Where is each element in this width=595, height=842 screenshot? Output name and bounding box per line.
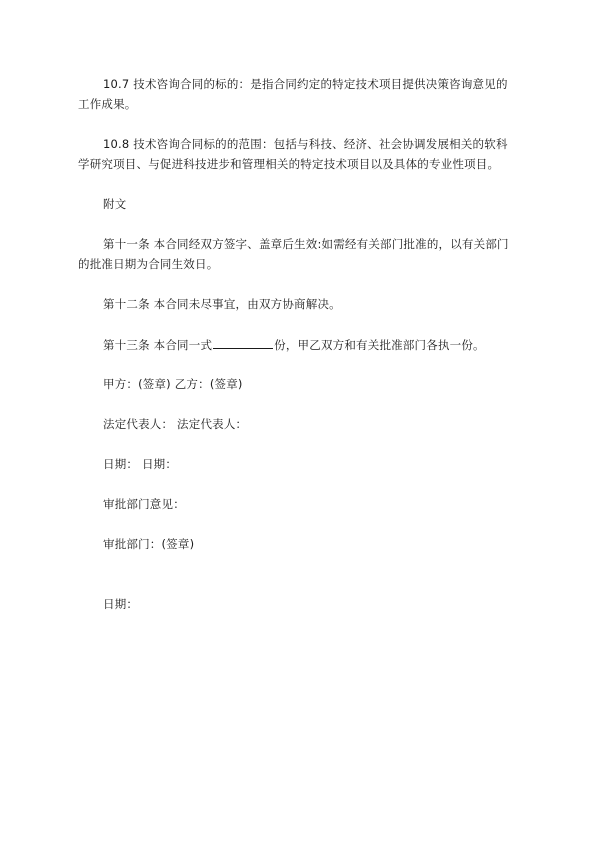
article-11-line-1: 第十一条 本合同经双方签字、盖章后生效:如需经有关部门批准的，以有关部门 [103,237,509,251]
clause-10-8-line-1: 10.8 技术咨询合同标的的范围：包括与科技、经济、社会协调发展相关的软科 [103,137,508,151]
clause-10-7-line-1: 10.7 技术咨询合同的标的：是指合同约定的特定技术项目提供决策咨询意见的 [103,77,508,91]
clause-10-7-line-2: 工作成果。 [78,97,137,111]
article-13-after-blank: 份，甲乙双方和有关批准部门各执一份。 [274,338,485,352]
clause-10-8-line-2: 学研究项目、与促进科技进步和管理相关的特定技术项目以及具体的专业性项目。 [78,157,500,171]
article-12: 第十二条 本合同未尽事宜，由双方协商解决。 [103,297,341,311]
appendix-heading: 附文 [103,197,127,211]
party-signatures: 甲方：(签章) 乙方：(签章) [103,377,243,391]
article-13-before-blank: 第十三条 本合同一式 [103,338,213,352]
approval-department: 审批部门：(签章) [103,537,195,551]
signing-dates: 日期： 日期： [103,457,178,471]
article-13 [103,337,553,352]
copies-blank-field[interactable] [213,337,273,349]
article-11-line-2: 的批准日期为合同生效日。 [78,257,219,271]
approval-opinion: 审批部门意见： [103,497,185,511]
legal-representatives: 法定代表人： 法定代表人： [103,417,248,431]
approval-date: 日期： [103,597,139,611]
